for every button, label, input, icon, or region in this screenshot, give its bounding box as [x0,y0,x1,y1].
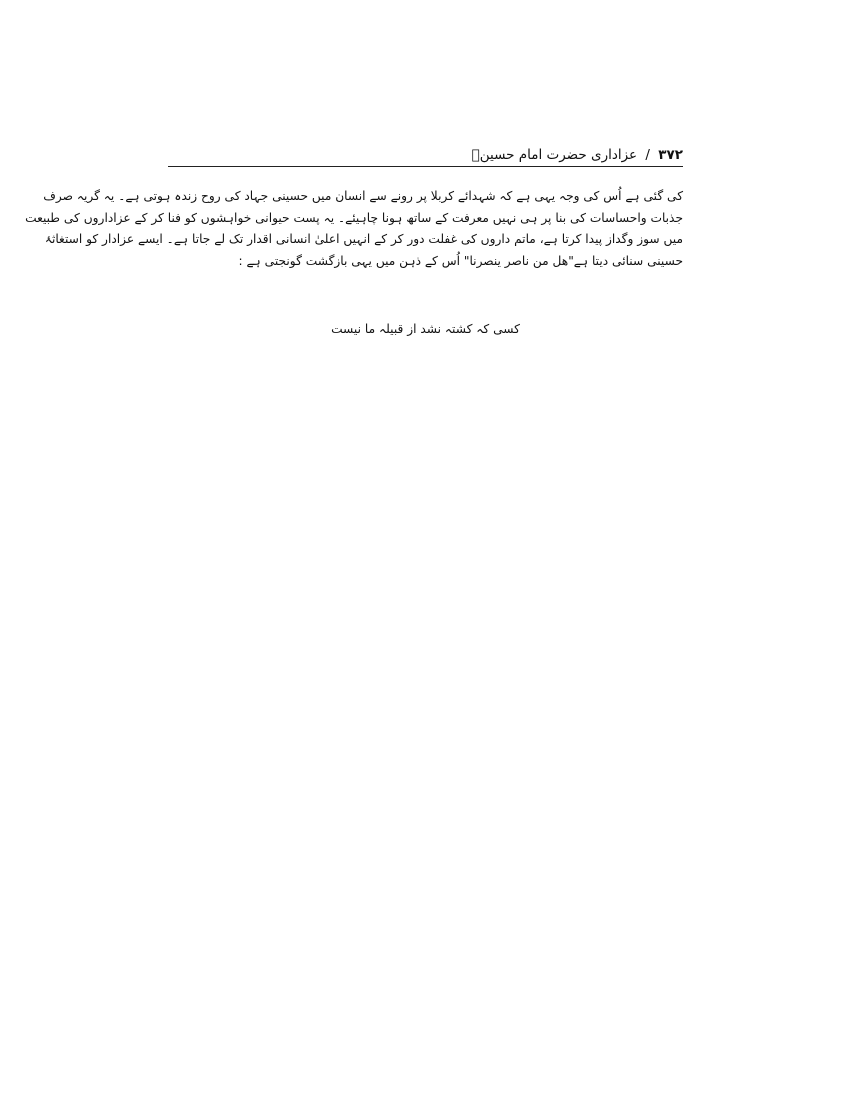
quoted-verse: کسی کہ کشتہ نشد از قبیلہ ما نیست [331,322,520,336]
paragraph-line: میں سوز وگداز پیدا کرتا ہے، ماتم داروں کی غفلت دور کر کے انہیں اعلیٰ انسانی اقدار تک لے جاتا ہے۔ ایسے عزادار کو استغاثۂ [44,232,683,246]
running-title: عزاداری حضرت امام حسینؑ [471,147,638,163]
paragraph-line: کی گئی ہے اُس کی وجہ یہی ہے کہ شہدائے کربلا پر رونے سے انسان میں حسینی جہاد کی روح زندہ ہوتی ہے۔ یہ گریہ صرف [43,189,683,203]
header-rule [168,166,683,167]
paragraph-line: حسینی سنائی دیتا ہے"هل من ناصر ینصرنا" اُس کے ذہن میں یہی بازگشت گونجتی ہے : [238,253,683,268]
header-separator: / [645,147,650,163]
running-header [168,144,683,166]
body-paragraph [25,186,683,272]
paragraph-line: جذبات واحساسات کی بنا پر ہی نہیں معرفت کے ساتھ ہونا چاہیئے۔ یہ پست حیوانی خواہشوں کو فنا کر کے عزاداروں کی طبیعت [25,210,683,225]
page-number: ۳۷۲ [658,147,683,163]
